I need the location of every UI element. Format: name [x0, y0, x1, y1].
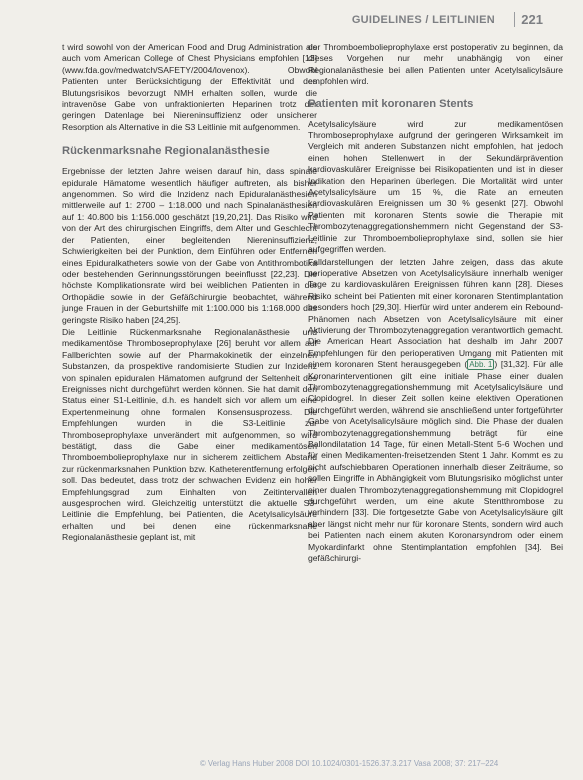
page-header	[0, 9, 583, 35]
running-title: GUIDELINES / LEITLINIEN	[351, 14, 495, 26]
left-column	[62, 42, 317, 545]
figure-reference-link[interactable]: Abb. 1	[469, 360, 493, 370]
paragraph: t wird sowohl von der American Food and Drug Administration als auch vom American College of Chest Physicians empfohlen [13] (www.fda.gov/medwatch/SAFETY/2004/lovenox). Obwohl Patienten unter Berücksichtigung der Effektivität und des Blutungsrisikos bevorzugt NMH erhalten sollen, wurde die intravenöse Gabe von unfraktionierten Heparinen trotz der geringen Datenlage bei Niereninsuffizienz oder unsicherer Resorption als Alternative in die S3 Leitlinie mit aufgenommen.	[62, 42, 317, 132]
paragraph: der Thromboembolieprophylaxe erst postoperativ zu beginnen, da dieses Vorgehen nur mehr unabhängig von einer Regionalanästhesie bei allen Patienten unter Acetylsalicylsäure empfohlen wird.	[308, 42, 563, 87]
page-footer: © Verlag Hans Huber 2008 DOI 10.1024/0301-1526.37.3.217 Vasa 2008; 37: 217–224	[200, 759, 499, 768]
page-number: 221	[521, 12, 543, 27]
paragraph	[308, 257, 563, 565]
paragraph: Acetylsalicylsäure wird zur medikamentösen Thromboseprophylaxe aufgrund der geringeren Wirksamkeit im Vergleich mit anderen Substanzen nicht empfohlen, hat jedoch einen hohen Stellenwert in der Sekundärprävention kardiovaskulärer Ereignisse bei Risikopatienten und ist in dieser Indikation den Heparinen überlegen. Die Mortalität wird unter Acetylsalicylsäure um 15 %, die Rate an erneuten kardiovaskulären Ereignissen um 30 % gesenkt [27]. Obwohl Patienten mit koronaren Stents sowie die Therapie mit Thrombozytenaggregationshemmern nicht Gegenstand der S3-Leitlinie zur Thromboembolieprophylaxe sind, sollen sie hier aufgegriffen werden.	[308, 118, 563, 255]
paragraph-text: ) [31,32]. Für alle Koronarinterventionen gilt eine initiale Phase einer dualen Thrombozytenaggregationshemmung mit Acetylsalicylsäure und Clopidogrel. In dieser Zeit sollen keine elektiven Operationen durchgeführt werden, während sie anschließend unter fortgeführter Gabe von Acetylsalicylsäure möglich sind. Die Phase der dualen Thrombozytenaggregationshemmung beträgt für eine Ballondilatation 14 Tage, für einen Metall-Stent 5-6 Wochen und für einen Medikamenten-freisetzenden Stent 1 Jahr. Kommt es zu nicht aufschiebbaren Operationen innerhalb dieser Zeiträume, so sollen Eingriffe in Abhängigkeit vom Blutungsrisiko möglichst unter einer dualen Thrombozytenaggregationshemmung mit Clopidogrel durchgeführt werden, um eine akute Stentthrombose zu verhindern [33]. Die fortgesetzte Gabe von Acetylsalicylsäure gilt aber längst nicht mehr nur für koronare Stents, sondern wird auch bei Patienten nach einem akuten Koronarsyndrom oder einem Myokardinfarkt ohne Stentimplantation empfohlen [34]. Bei gefäßchirurgi-	[308, 359, 563, 564]
paragraph: Die Leitlinie Rückenmarksnahe Regionalanästhesie und medikamentöse Thromboseprophylaxe [26] beruht vor allem auf Fallberichten sowie auf der Pharmakokinetik der einzelnen Substanzen, da prospektive randomisierte Studien zur Inzidenz von spinalen epiduralen Hämatomen aufgrund der Seltenheit des Ereignisses nicht durchgeführt werden können. Sie hat damit den Status einer S1-Leitlinie, d.h. es handelt sich vor allem um eine Expertenmeinung ohne formalen Konsensusprozess. Die Empfehlungen wurden in die S3-Leitlinie zur Thromboseprophylaxe unverändert mit aufgenommen, so wird bestätigt, dass die Gabe einer medikamentösen Thromboembolieprophylaxe nur in sicherem zeitlichem Abstand zur rückenmarksnahen Punktion bzw. Katheterentfernung erfolgen soll. Das bedeutet, dass trotz der schwachen Evidenz ein hoher Empfehlungsgrad zum Einhalten von Zeitintervallen ausgesprochen wird. Gleichzeitig unterstützt die aktuelle S3-Leitlinie die Empfehlung, bei Patienten, die Acetylsalicylsäure erhalten und bei denen eine rückenmarksnahe Regionalanästhesie geplant ist, mit	[62, 326, 317, 543]
section-heading: Patienten mit koronaren Stents	[308, 97, 474, 110]
section-heading: Rückenmarksnahe Regionalanästhesie	[62, 145, 270, 158]
paragraph-text: Falldarstellungen der letzten Jahre zeigen, dass das akute perioperative Absetzen von Acetylsalicylsäure innerhalb weniger Tage zu kardiovaskulären Ereignissen führen kann [28]. Dieses Risiko scheint bei Patienten mit einer koronaren Stentimplantation besonders hoch [29,30]. Hierfür wird unter anderem ein Rebound-Phänomen nach Absetzen von Acetylsalicylsäure mit einer Aktivierung der Thrombozytenaggregation verantwortlich gemacht. Die American Heart Association hat deshalb im Jahr 2007 Empfehlungen für den perioperativen Umgang mit Patienten mit einem koronaren Stent herausgegeben (	[308, 256, 563, 370]
header-divider	[514, 12, 515, 27]
paragraph: Ergebnisse der letzten Jahre weisen darauf hin, dass spinale epidurale Hämatome wesentlich häufiger auftreten, als bisher angenommen. So wird die Inzidenz nach Epiduralanästhesien mittlerweile auf 1: 2700 – 1:18.000 und nach Spinalanästhesien auf 1: 40.800 bis 1:156.000 geschätzt [19,20,21]. Das Risiko wird von der Art des chirurgischen Eingriffs, dem Alter und Geschlecht der Patienten, einer begleitenden Niereninsuffizienz, Schwierigkeiten bei der Punktion, dem Einführen oder Entfernen eines Epiduralkatheters sowie von der Gabe von Antithrombotika oder bestehenden Gerinnungsstörungen beeinflusst [22,23]. Die höchste Komplikationsrate wird bei weiblichen Patienten in der Orthopädie sowie in der Gefäßchirurgie beobachtet, während junge Frauen in der Geburtshilfe mit 1:100.000 bis 1:168.000 das geringste Risiko haben [24,25].	[62, 166, 317, 325]
right-column	[308, 42, 563, 565]
